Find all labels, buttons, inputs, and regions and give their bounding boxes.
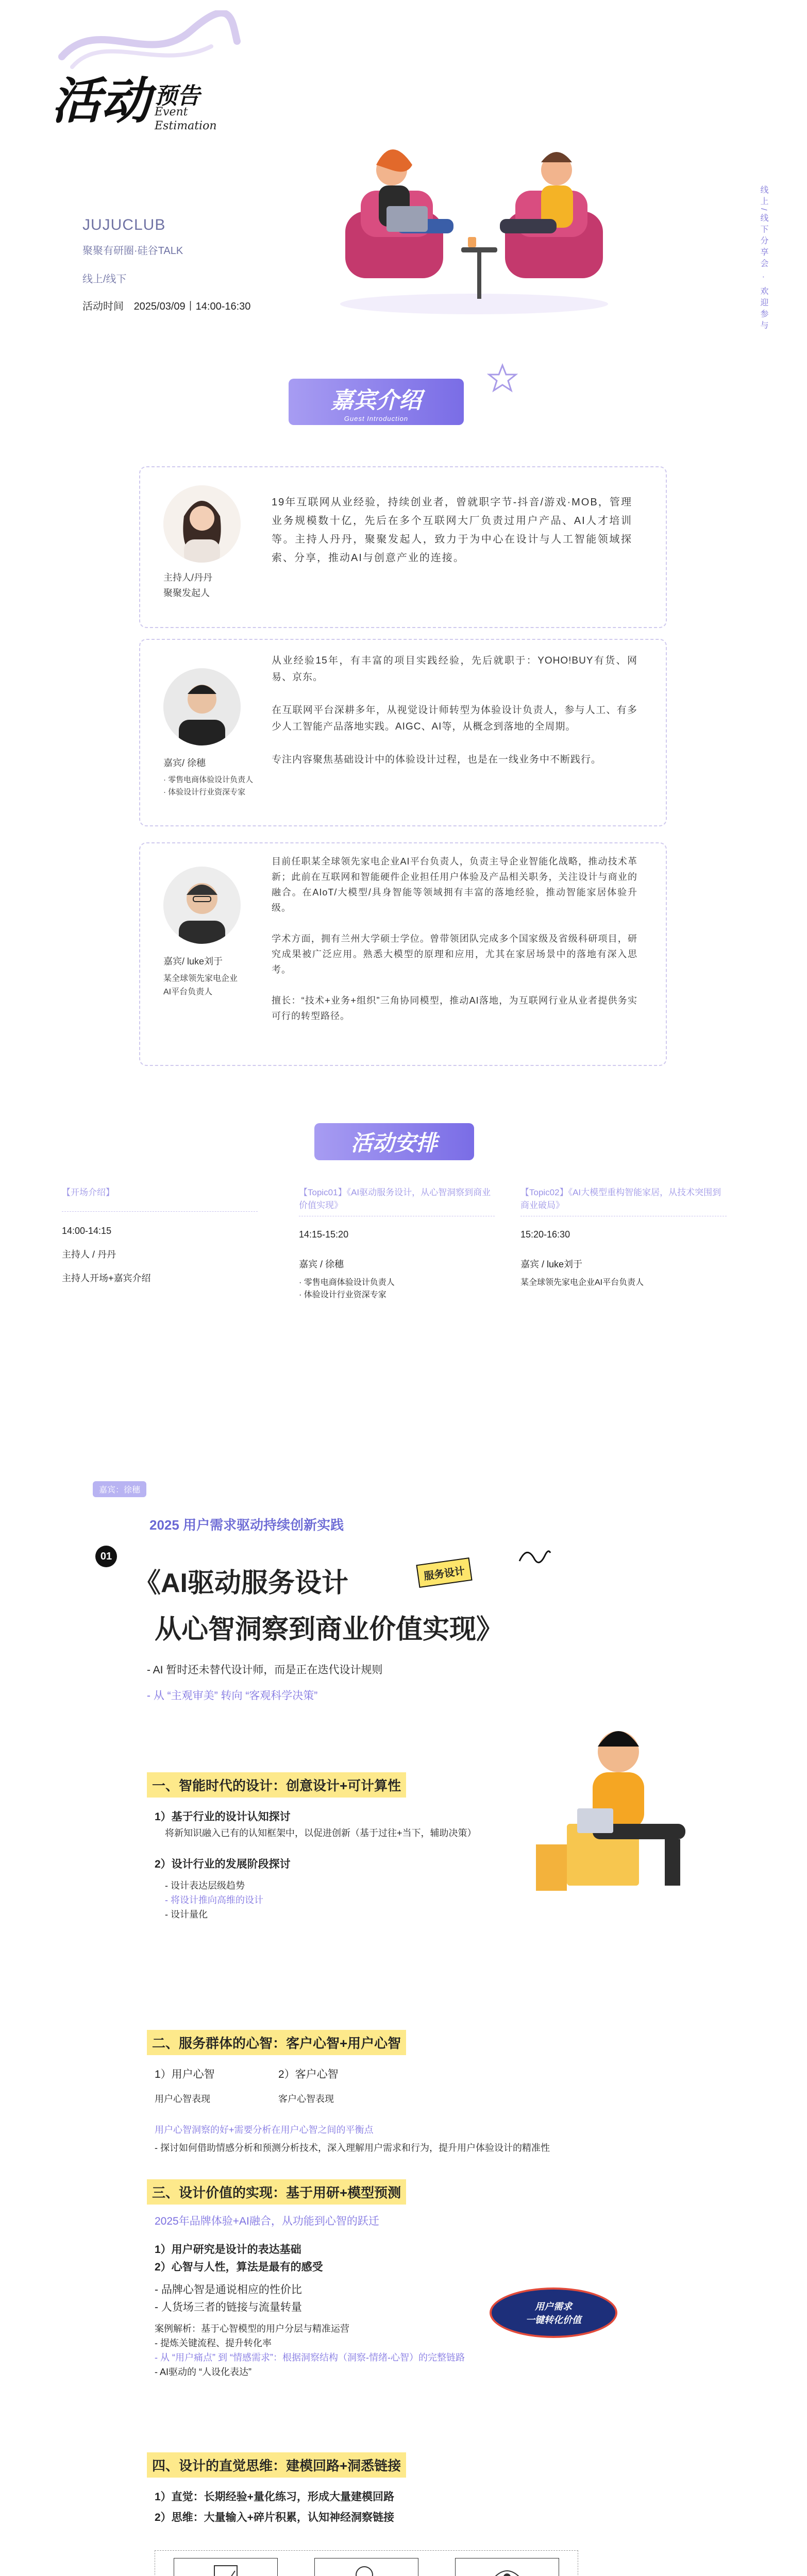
topic1-header: 2025 用户需求驱动持续创新实践 (149, 1517, 344, 1533)
side-vertical-text: 线上/线下分享会 · 欢迎参与 (759, 185, 768, 332)
topic1-title1: 《AI驱动服务设计 (134, 1568, 349, 1598)
topic1-intro-1: - AI 暂时还未替代设计师，而是正在迭代设计规则 (147, 1664, 383, 1676)
topic1-s3-item-3: - 人货场三者的链接与流量转量 (155, 2301, 302, 2313)
eye-icon (492, 2562, 523, 2576)
topic1-s1-item-5: - 设计量化 (165, 1909, 208, 1920)
topic1-s3-sub: 2025年品牌体验+AI融合，从功能到心智的跃迁 (155, 2215, 379, 2227)
guest-card-1 (139, 466, 667, 628)
guest-caption-2b: · 零售电商体验设计负责人 · 体验设计行业资深专家 (163, 775, 254, 796)
topic1-illustration (515, 1690, 701, 1896)
guest-avatar-1 (163, 485, 241, 563)
topic1-intro-2: - 从 “主观审美” 转向 “客观科学决策” (147, 1690, 318, 1702)
guest-bio-3: 目前任职某全球领先家电企业AI平台负责人，负责主导企业智能化战略，推动技术革新；此前在互联网和智能硬件企业担任用户体验及产品相关职务，关注设计与商业的融合。在AIoT/大模型/具身智能等领域拥有丰富的落地经验，推动智能家居体验升级。 学术方面，拥有兰州大学硕士学位。曾带领团队完成多个国家级及省级科研项目，研究成果被广泛应用。熟悉大模型的原理和应用，尤其在家居场景中的落地有深入思考。 擅长：“技术+业务+组织”三角协同模型，推动AI落地，为互联网行业从业者提供务实可行的转型路径。 (272, 856, 637, 1021)
guest-avatar-2 (163, 668, 241, 745)
schedule-col-1 (62, 1185, 258, 1285)
schedule-col-2 (299, 1185, 495, 1301)
topic1-icon-row (155, 2550, 578, 2576)
guest-caption-1a: 主持人/丹丹 (163, 572, 213, 583)
event-title-en-2: Estimation (155, 120, 217, 132)
topic1-s2-item-4: 用户心智洞察的好+需要分析在用户心智之间的平衡点 (155, 2125, 374, 2135)
event-title: 活动 (52, 72, 150, 130)
topic1-s1-item-4: - 将设计推向高维的设计 (165, 1895, 263, 1905)
topic1-number: 01 (95, 1546, 117, 1567)
topic1-s2-item-1: 2）客户心智 (278, 2069, 339, 2080)
icon-card-3 (455, 2558, 559, 2576)
schedule-time-3: 15:20-16:30 (520, 1229, 570, 1240)
chart-icon (210, 2562, 241, 2576)
header-section (0, 0, 807, 340)
topic1-s1-item-3: - 设计表达层级趋势 (165, 1880, 245, 1891)
topic1-s2-item-3: 客户心智表现 (278, 2094, 334, 2104)
topic1-s4-item-1: 2）思维：大量输入+碎片积累，认知神经洞察链接 (155, 2512, 394, 2523)
topic1-s2-item-5: - 探讨如何借助情感分析和预测分析技术，深入理解用户需求和行为，提升用户体验设计的精准性 (155, 2143, 550, 2153)
topic1-badge: 服务设计 (416, 1557, 472, 1588)
event-time (82, 298, 250, 313)
schedule-desc-3: 某全球领先家电企业AI平台负责人 (520, 1278, 644, 1287)
topic1-s2-item-0: 1）用户心智 (155, 2069, 215, 2080)
time-label: 活动时间 (82, 301, 124, 312)
guests-banner-title: 嘉宾介绍 (331, 387, 422, 413)
org-subtitle: 聚聚有研圈·硅谷TALK (82, 245, 183, 257)
topic1-s3-item-5: - 提炼关键流程、提升转化率 (155, 2338, 272, 2348)
schedule-who-2: 嘉宾 / 徐穗 (299, 1259, 344, 1269)
topic1-s1-heading: 一、智能时代的设计：创意设计+可计算性 (147, 1772, 406, 1798)
topic1-s3-list (155, 2241, 536, 2379)
schedule-topic-3: 【Topic02】《AI大模型重构智能家居，从技术突围到商业破局》 (520, 1188, 721, 1210)
schedule-time-2: 14:15-15:20 (299, 1229, 349, 1240)
event-title-en-1: Event (155, 106, 188, 118)
topic1-s1-item-1: 将新知识融入已有的认知框架中，以促进创新（基于过往+当下，辅助决策） (165, 1828, 477, 1838)
topic1-s3-item-7: - AI驱动的 “人设化表达” (155, 2367, 251, 2377)
topic1-s3-item-1: 2）心智与人性，算法是最有的感受 (155, 2261, 323, 2273)
schedule-col-3 (520, 1185, 727, 1289)
topic1-s3-item-2: - 品牌心智是通说相应的性价比 (155, 2284, 302, 2296)
schedule-topic-1: 【开场介绍】 (62, 1188, 114, 1197)
topic1-s3-item-4: 案例解析：基于心智模型的用户分层与精准运营 (155, 2324, 349, 2334)
guest-bio-2: 从业经验15年，有丰富的项目实践经验，先后就职于：YOHO!BUY有货、网易、京东。 在互联网平台深耕多年，从视觉设计师转型为体验设计负责人，参与人工、有多少人工智能产品落地实践。AIGC、AI等，从概念到落地的全周期。 专注内容聚焦基础设计中的体验设计过程，也是在一线业务中不断践行。 (272, 655, 637, 765)
topic1-s4-heading: 四、设计的直觉思维：建模回路+洞悉链接 (147, 2452, 406, 2478)
guest-avatar-3 (163, 867, 241, 944)
schedule-topic-2: 【Topic01】《AI驱动服务设计，从心智洞察到商业价值实现》 (299, 1188, 491, 1210)
guest-caption-2a: 嘉宾/ 徐穗 (163, 758, 206, 768)
topic1-tag: 嘉宾：徐穗 (93, 1481, 146, 1497)
squiggle-icon (515, 1540, 551, 1571)
icon-card-2 (314, 2558, 418, 2576)
topic1-s4-item-0: 1）直觉：长期经验+量化练习，形成大量建模回路 (155, 2491, 394, 2503)
topic1-s2-heading: 二、服务群体的心智：客户心智+用户心智 (147, 2030, 406, 2055)
schedule-who-3: 嘉宾 / luke刘于 (520, 1259, 583, 1269)
topic1-s1-item-0: 1）基于行业的设计认知探讨 (155, 1811, 291, 1823)
event-mode: 线上/线下 (82, 274, 127, 285)
schedule-banner: 活动安排 (314, 1123, 474, 1160)
guests-banner (289, 379, 464, 425)
topic1-s3-item-6: - 从 “用户痛点” 到 “情感需求”：根据洞察结构（洞察-情绪-心智）的完整链路 (155, 2352, 465, 2363)
header-illustration (330, 129, 618, 325)
topic1-s2-item-2: 用户心智表现 (155, 2094, 210, 2104)
guest-card-3 (139, 842, 667, 1066)
schedule-desc-1: 主持人开场+嘉宾介绍 (62, 1273, 151, 1283)
star-icon (487, 363, 518, 394)
magnifier-icon (351, 2562, 382, 2576)
event-title-sub: 预告 (155, 83, 200, 109)
schedule-time-1: 14:00-14:15 (62, 1226, 112, 1236)
guests-banner-en: Guest Introduction (344, 414, 409, 422)
topic1-s1-list (155, 1808, 515, 1922)
topic1-s3-heading: 三、设计价值的实现：基于用研+模型预测 (147, 2179, 406, 2205)
topic1-s3-item-0: 1）用户研究是设计的表达基础 (155, 2244, 301, 2256)
schedule-desc-2: · 零售电商体验设计负责人 · 体验设计行业资深专家 (299, 1278, 395, 1299)
topic1-s1-item-2: 2）设计行业的发展阶段探讨 (155, 1858, 291, 1870)
guest-bio-1: 19年互联网从业经验，持续创业者，曾就职字节-抖音/游戏·MOB，管理业务规模数十亿，先后在多个互联网大厂负责过用户产品、AI人才培训等。主持人丹丹，聚聚发起人，致力于为中心在设计与人工智能领域探索、分享，推动AI与创意产业的连接。 (272, 497, 632, 564)
icon-card-1 (174, 2558, 278, 2576)
schedule-who-1: 主持人 / 丹丹 (62, 1249, 116, 1260)
topic1-title2: 从心智洞察到商业价值实现》 (155, 1615, 503, 1645)
org-name: JUJUCLUB (82, 216, 166, 233)
guest-caption-3b: 某全球领先家电企业 AI平台负责人 (163, 974, 238, 996)
guest-card-2 (139, 639, 667, 826)
topic1-badge2: 用户需求 一键转化价值 (490, 2287, 617, 2338)
guest-caption-3a: 嘉宾/ luke刘于 (163, 956, 223, 967)
guest-caption-1b: 聚聚发起人 (163, 588, 210, 598)
time-value: 2025/03/09丨14:00-16:30 (133, 301, 251, 312)
